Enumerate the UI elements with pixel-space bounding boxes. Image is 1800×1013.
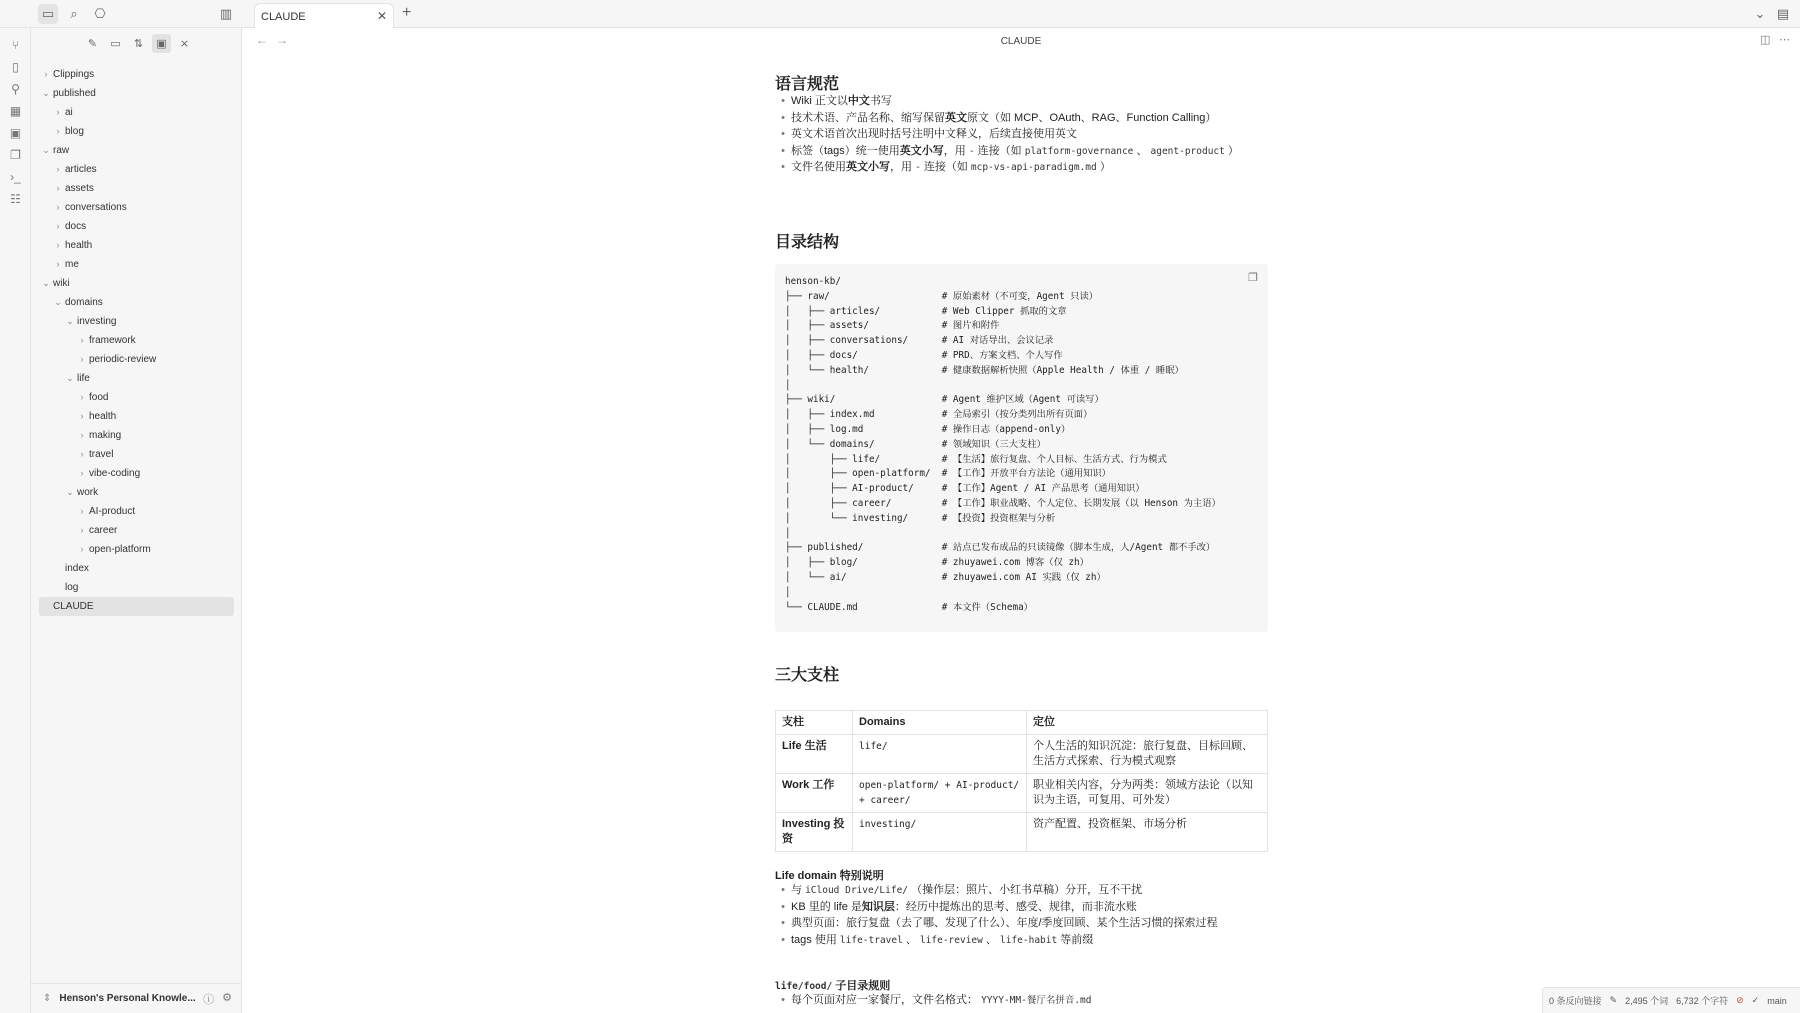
folder-item[interactable]	[31, 521, 241, 540]
folder-item[interactable]	[31, 331, 241, 350]
tree-item-label: assets	[65, 183, 94, 194]
bullet-icon: •	[781, 917, 785, 929]
ribbon	[0, 28, 31, 1013]
close-icon[interactable]: ✕	[376, 9, 387, 23]
new-tab-button[interactable]: +	[402, 4, 412, 21]
inline-code: life-travel	[839, 934, 903, 946]
text-run: 与	[791, 884, 806, 896]
status-bar	[1542, 987, 1800, 1013]
folder-item[interactable]	[31, 103, 241, 122]
back-arrow-icon[interactable]: ←	[256, 33, 268, 47]
text-run: 技术术语、产品名称、缩写保留	[791, 111, 945, 124]
text-run: ）	[1224, 144, 1239, 157]
list-item	[775, 900, 1137, 915]
note-content[interactable]	[775, 54, 1268, 1013]
inline-code: mcp-vs-api-paradigm.md	[970, 162, 1097, 173]
tree-item-label: life	[77, 373, 90, 384]
view-header	[242, 28, 1800, 54]
text-run: 连接（如	[920, 161, 971, 173]
text-run: 英文术语首次出现时括号注明中文释义，后续直接使用英文	[791, 128, 1077, 140]
bullet-icon: •	[781, 900, 785, 913]
food-path-code: life/food/	[775, 981, 833, 992]
list-item	[775, 144, 1239, 159]
file-item[interactable]	[31, 578, 241, 597]
text-run: 连接（如	[974, 144, 1025, 157]
word-count: 2,495 个词	[1625, 996, 1669, 1006]
tree-item-label: Clippings	[53, 69, 95, 80]
tree-item-label: log	[65, 582, 79, 593]
chevron-right-icon[interactable]: ›	[56, 107, 60, 117]
table-row	[776, 735, 1268, 774]
folder-item[interactable]	[31, 369, 241, 388]
tree-item-label: career	[89, 525, 118, 536]
forward-arrow-icon[interactable]: →	[276, 33, 288, 47]
text-run: （操作层：照片、小红书草稿）分开，互不干扰	[908, 884, 1143, 896]
text-run: 等前缀	[1057, 933, 1094, 946]
inline-code: YYYY-MM-餐厅名拼音.md	[981, 995, 1092, 1006]
sidebar-toggle-icon[interactable]: ▥	[219, 6, 233, 21]
git-icon[interactable]: ⑂	[11, 38, 20, 52]
chevron-right-icon[interactable]: ›	[56, 126, 60, 136]
plugins-icon[interactable]: ☷	[10, 192, 21, 206]
auto-reveal-icon[interactable]: ▣	[152, 34, 171, 53]
new-note-icon[interactable]: ✎	[87, 37, 98, 50]
inline-code: life-habit	[1000, 934, 1058, 946]
tree-item-label: health	[89, 411, 117, 422]
tree-item-label: health	[65, 240, 93, 251]
tree-item-label: articles	[65, 164, 97, 175]
chevron-right-icon[interactable]: ›	[80, 430, 84, 440]
edit-mode-icon[interactable]: ✎	[1609, 995, 1618, 1005]
sort-icon[interactable]: ⇅	[133, 37, 144, 50]
table-row	[776, 774, 1268, 813]
file-tree	[31, 58, 241, 616]
chevron-right-icon[interactable]: ›	[80, 354, 84, 364]
table-header: Domains	[853, 711, 1027, 735]
new-folder-icon[interactable]: ▭	[110, 37, 121, 50]
folder-item[interactable]	[31, 160, 241, 179]
list-item	[775, 993, 1091, 1008]
chevron-right-icon[interactable]: ›	[44, 69, 48, 79]
text-run: 典型页面：旅行复盘（去了哪、发现了什么）、年度/季度回顾、某个生活习惯的探索过程	[791, 917, 1218, 929]
folder-item[interactable]	[31, 407, 241, 426]
table-cell: 职业相关内容，分为两类：领域方法论（以知识为主语，可复用、可外发）	[1027, 774, 1268, 813]
text-run: 、	[1133, 144, 1151, 157]
folder-item[interactable]	[31, 540, 241, 559]
heading-pillars: 三大支柱	[775, 667, 840, 684]
chevron-right-icon[interactable]: ›	[80, 525, 84, 535]
more-options-icon[interactable]: ⋯	[1779, 34, 1790, 46]
inline-code: iCloud Drive/Life/	[805, 885, 909, 896]
chevron-right-icon[interactable]: ›	[80, 544, 84, 554]
bullet-icon: •	[781, 95, 785, 107]
text-run: tags 使用	[791, 933, 840, 946]
chevron-right-icon[interactable]: ›	[80, 392, 84, 402]
graph-icon[interactable]: ⚲	[11, 82, 20, 96]
folder-item[interactable]	[31, 502, 241, 521]
list-item	[775, 94, 892, 109]
chevron-right-icon[interactable]: ›	[56, 202, 60, 212]
chevron-right-icon[interactable]: ›	[80, 468, 84, 478]
table-cell: investing/	[853, 813, 1027, 852]
bullet-icon: •	[781, 144, 785, 157]
tree-item-label: open-platform	[89, 544, 151, 555]
vault-name: Henson's Personal Knowle...	[59, 993, 196, 1004]
file-item[interactable]	[31, 559, 241, 578]
table-header: 支柱	[776, 711, 853, 735]
bookmark-icon[interactable]: ⎔	[94, 6, 106, 21]
text-run: ，用	[943, 144, 969, 157]
tree-item-label: docs	[65, 221, 87, 232]
tree-item-label: framework	[89, 335, 136, 346]
folder-item[interactable]	[31, 293, 241, 312]
copy-icon[interactable]: ❐	[10, 148, 21, 162]
bullet-icon: •	[781, 128, 785, 140]
chevron-right-icon[interactable]: ›	[80, 411, 84, 421]
bold-text: 英文	[945, 111, 967, 124]
explorer-toolbar	[31, 28, 241, 58]
chevron-right-icon[interactable]: ›	[56, 221, 60, 231]
chevron-down-icon[interactable]: ⌄	[66, 487, 74, 497]
tree-item-label: periodic-review	[89, 354, 157, 365]
chevron-right-icon[interactable]: ›	[80, 506, 84, 516]
chevron-down-icon[interactable]: ⌄	[42, 278, 50, 288]
text-run: ，用	[890, 161, 916, 173]
sync-off-icon[interactable]: ⊘	[1736, 995, 1744, 1005]
bullet-icon: •	[781, 994, 785, 1006]
inline-code: platform-governance	[1024, 145, 1134, 157]
chevron-down-icon[interactable]: ⌄	[66, 373, 74, 383]
tree-item-label: blog	[65, 126, 84, 137]
list-item	[775, 111, 1216, 126]
folder-item[interactable]	[31, 350, 241, 369]
chevron-down-icon[interactable]: ⌄	[42, 88, 50, 98]
text-run: 、	[982, 933, 1000, 946]
tree-item-label: wiki	[53, 278, 70, 289]
chevron-right-icon[interactable]: ›	[56, 164, 60, 174]
folder-item[interactable]	[31, 141, 241, 160]
table-cell: 资产配置、投资框架、市场分析	[1027, 813, 1268, 852]
bullet-icon: •	[781, 933, 785, 946]
tree-item-label: me	[65, 259, 79, 270]
inline-code: agent-product	[1150, 145, 1225, 157]
collapse-all-icon[interactable]: ⨯	[179, 37, 190, 50]
right-sidebar-toggle-icon[interactable]: ▤	[1776, 6, 1790, 21]
calendar-icon[interactable]: ▣	[9, 126, 22, 140]
chevron-right-icon[interactable]: ›	[56, 240, 60, 250]
table-cell: open-platform/ + AI-product/ + career/	[853, 774, 1027, 813]
folder-item[interactable]	[31, 122, 241, 141]
folder-item[interactable]	[31, 464, 241, 483]
settings-icon[interactable]: ⚙	[222, 992, 232, 1004]
bold-text: 中文	[847, 95, 870, 107]
bullet-icon: •	[781, 111, 785, 124]
terminal-icon[interactable]: ›_	[10, 170, 21, 184]
text-run: 原文（如 MCP、OAuth、RAG、Function Calling）	[967, 111, 1217, 124]
tab-title: CLAUDE	[261, 11, 306, 23]
tree-item-label: conversations	[65, 202, 127, 213]
table-cell: life/	[853, 735, 1027, 774]
inline-code: -	[915, 162, 921, 173]
dir-tree-code: henson-kb/ ├── raw/ # 原始素材（不可变，Agent 只读） │ ├── articles/ # Web Clipper 抓取的文章 │ ├── assets/ # 图片和附件 │ ├── conversations/ # AI 对话导出、会议记录 │ ├── docs/ # PRD、方案文档、个人写作 │ └── health/ # 健康数据解析快照（Apple Health / 体重 / 睡眠） │ ├── wiki/ # Agent 维护区域（Agent 可读写） │ ├── index.md # 全局索引（按分类列出所有页面） │ ├── log.md # 操作日志（append-only） │ └── domains/ # 领域知识（三大支柱） │ ├── life/ # 【生活】旅行复盘、个人目标、生活方式、行为模式 │ ├── open-platform/ # 【工作】开放平台方法论（通用知识） │ ├── AI-product/ # 【工作】Agent / AI 产品思考（通用知识） │ ├── career/ # 【工作】职业战略、个人定位、长期发展（以 Henson 为主语） │ └── investing/ # 【投资】投资框架与分析 │ ├── published/ # 站点已发布成品的只读镜像（脚本生成，人/Agent 都不手改） │ ├── blog/ # zhuyawei.com 博客（仅 zh） │ └── ai/ # zhuyawei.com AI 实践（仅 zh） │ └── CLAUDE.md # 本文件（Schema）	[785, 276, 1221, 613]
check-icon: ✓	[1751, 995, 1760, 1005]
chevron-down-icon[interactable]: ⌄	[42, 145, 50, 155]
folder-item[interactable]	[31, 198, 241, 217]
text-run: 、	[902, 933, 920, 946]
tree-item-label: travel	[89, 449, 114, 460]
reading-view-icon[interactable]: ◫	[1760, 34, 1771, 46]
file-icon[interactable]: ▯	[12, 60, 19, 74]
heading-lang: 语言规范	[775, 76, 840, 93]
pillars-table	[775, 710, 1268, 852]
text-run: 书写	[869, 95, 892, 107]
tree-item-label: investing	[77, 316, 117, 327]
help-icon[interactable]: ⓘ	[203, 994, 215, 1006]
heading-food-rules	[775, 977, 890, 993]
folder-item[interactable]	[31, 274, 241, 293]
folder-item[interactable]	[31, 84, 241, 103]
bold-text: 英文小写	[899, 144, 944, 157]
tree-item-label: food	[89, 392, 109, 403]
git-branch[interactable]: main	[1767, 995, 1787, 1006]
tree-item-label: ai	[65, 107, 73, 118]
bold-text: 知识层	[861, 900, 895, 913]
tree-item-label: published	[53, 88, 96, 99]
folder-item[interactable]	[31, 217, 241, 236]
list-item	[775, 883, 1142, 898]
list-item	[775, 160, 1111, 175]
text-run: KB 里的 life 是	[791, 900, 862, 913]
tree-item-label: vibe-coding	[89, 468, 141, 479]
title-bar	[0, 0, 1800, 28]
folder-item[interactable]	[31, 65, 241, 84]
tree-item-label: making	[89, 430, 122, 441]
table-header-row	[776, 711, 1268, 735]
list-item	[775, 127, 1077, 142]
table-cell: Work 工作	[776, 774, 853, 813]
tree-item-label: CLAUDE	[53, 601, 94, 612]
file-item[interactable]	[39, 597, 234, 616]
tab-claude[interactable]	[254, 3, 394, 28]
backlinks-count[interactable]: 0 条反向链接	[1549, 996, 1602, 1006]
folder-item[interactable]	[31, 483, 241, 502]
text-run: ）	[1096, 161, 1111, 173]
note-title[interactable]: CLAUDE	[1000, 36, 1042, 47]
inline-code: -	[968, 145, 975, 157]
tree-item-label: domains	[65, 297, 103, 308]
chevron-right-icon[interactable]: ›	[80, 335, 84, 345]
table-cell: 个人生活的知识沉淀：旅行复盘、目标回顾、生活方式探索、行为模式观察	[1027, 735, 1268, 774]
tree-item-label: index	[65, 563, 89, 574]
chevron-down-icon[interactable]: ⌄	[1754, 6, 1766, 21]
search-icon[interactable]: ⌕	[70, 6, 78, 21]
tree-item-label: AI-product	[89, 506, 136, 517]
folder-item[interactable]	[31, 312, 241, 331]
file-explorer	[31, 28, 242, 1013]
chevron-right-icon[interactable]: ›	[56, 183, 60, 193]
tree-item-label: raw	[53, 145, 70, 156]
folder-icon[interactable]: ▭	[38, 4, 58, 24]
text-run: Wiki 正文以	[791, 95, 848, 107]
list-item	[775, 933, 1093, 948]
heading-life-domain: Life domain 特别说明	[775, 870, 884, 882]
vault-switcher[interactable]	[31, 983, 242, 1013]
chevron-down-icon[interactable]: ⌄	[54, 297, 62, 307]
list-item	[775, 916, 1218, 931]
folder-item[interactable]	[31, 388, 241, 407]
table-cell: Investing 投资	[776, 813, 853, 852]
copy-code-icon[interactable]: ❐	[1248, 272, 1258, 284]
table-row	[776, 813, 1268, 852]
vault-chevron-icon: ⇕	[43, 993, 52, 1004]
code-block	[775, 264, 1268, 632]
text-run: ：经历中提炼出的思考、感受、规律，而非流水账	[894, 900, 1137, 913]
bullet-icon: •	[781, 884, 785, 896]
folder-item[interactable]	[31, 236, 241, 255]
tree-item-label: work	[77, 487, 99, 498]
folder-item[interactable]	[31, 255, 241, 274]
text-run: 文件名使用	[791, 161, 846, 173]
char-count: 6,732 个字符	[1676, 996, 1729, 1006]
food-rules-text: 子目录规则	[832, 980, 891, 992]
bold-text: 英文小写	[846, 161, 890, 173]
table-cell: Life 生活	[776, 735, 853, 774]
chevron-down-icon[interactable]: ⌄	[66, 316, 74, 326]
text-run: 标签（tags）统一使用	[791, 144, 900, 157]
chevron-right-icon[interactable]: ›	[56, 259, 60, 269]
chevron-right-icon[interactable]: ›	[80, 449, 84, 459]
folder-item[interactable]	[31, 179, 241, 198]
text-run: 每个页面对应一家餐厅，文件名格式：	[791, 994, 982, 1006]
table-header: 定位	[1027, 711, 1268, 735]
inline-code: life-review	[919, 934, 983, 946]
folder-item[interactable]	[31, 445, 241, 464]
heading-dir: 目录结构	[775, 234, 840, 251]
folder-item[interactable]	[31, 426, 241, 445]
canvas-icon[interactable]: ▦	[9, 104, 22, 118]
bullet-icon: •	[781, 161, 785, 173]
